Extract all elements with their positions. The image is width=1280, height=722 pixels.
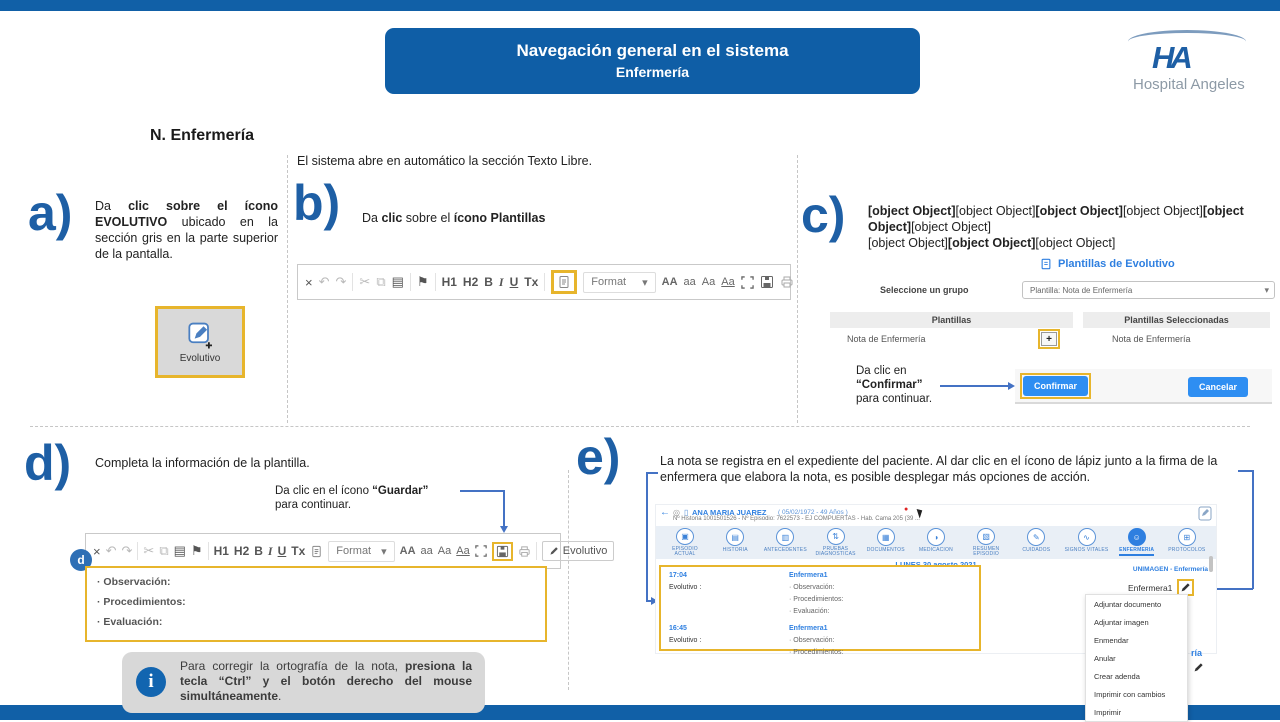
arrow-to-confirm: [940, 385, 1008, 387]
evolutivo-corner-icon[interactable]: [1198, 506, 1212, 522]
arrow-to-save: [503, 490, 505, 526]
pencil-icon[interactable]: [1180, 582, 1191, 593]
patient-name: ANA MARIA JUAREZ: [692, 508, 767, 517]
copy-icon[interactable]: ⧉: [159, 543, 169, 558]
add-template-highlight: [1038, 329, 1060, 349]
text-part: “Guardar”: [372, 485, 429, 497]
text-part: ícono Plantillas: [453, 211, 546, 225]
nav-label: SIGNOS VITALES: [1064, 547, 1109, 553]
note-author: Enfermera1: [789, 625, 828, 632]
text-part: [object Object]: [1035, 236, 1116, 250]
text-part: Da: [95, 199, 129, 213]
cut-icon[interactable]: ✂: [143, 543, 155, 558]
capitalize-button[interactable]: Aa: [437, 545, 452, 557]
unit-label: UNIMAGEN - Enfermería: [1132, 566, 1208, 573]
menu-item-adjuntar-documento[interactable]: Adjuntar documento: [1094, 599, 1162, 609]
nav-label: ANTECEDENTES: [763, 547, 807, 553]
step-e-label: e): [576, 429, 621, 485]
divider: [544, 273, 545, 291]
text-part: [object Object]: [1035, 204, 1123, 218]
underline-button[interactable]: U: [509, 275, 519, 289]
signer-name: Enfermera1: [1128, 582, 1173, 593]
partial-heading-text: ría: [1191, 648, 1203, 658]
nav-item-pruebas-diagnosticas[interactable]: [813, 528, 859, 557]
dialog-title-text: Plantillas de Evolutivo: [1058, 258, 1175, 270]
note-entry: [661, 623, 979, 659]
module-nav: [656, 526, 1216, 559]
italic-button[interactable]: I: [498, 274, 504, 289]
lowercase-button[interactable]: aa: [683, 276, 696, 288]
text-line: [275, 484, 465, 498]
lowercase-button[interactable]: aa: [420, 545, 433, 557]
h2-button[interactable]: H2: [233, 544, 250, 558]
page-heading: N. Enfermería: [150, 127, 255, 144]
top-blue-bar: [0, 0, 1280, 11]
divider: [536, 542, 537, 560]
divider: [797, 155, 798, 423]
alert-dot-icon: ●: [904, 506, 909, 513]
text-part: sobre el: [402, 211, 454, 225]
bold-button[interactable]: B: [484, 275, 493, 289]
slide-subtitle: Enfermería: [615, 64, 690, 80]
menu-item-enmendar[interactable]: Enmendar: [1094, 635, 1129, 645]
caret-down-icon: ▾: [642, 276, 648, 289]
note-type: Evolutivo :: [669, 584, 702, 591]
print-icon[interactable]: [780, 275, 794, 289]
nav-label: DOCUMENTOS: [866, 547, 905, 553]
history-icon: ▤: [726, 528, 744, 546]
text-part: para continuar.: [856, 393, 933, 405]
plantillas-highlight: [551, 270, 577, 294]
step-a-label: a): [28, 185, 73, 241]
italic-button[interactable]: I: [267, 543, 273, 558]
nav-label: RESUMEN EPISODIO: [972, 546, 1000, 557]
title-banner: [385, 28, 920, 94]
nav-label: ENFERMERIA: [1119, 548, 1154, 556]
note-line: · Evaluación:: [789, 608, 830, 615]
protocols-icon: ⊞: [1178, 528, 1196, 546]
evolutivo-label: Evolutivo: [179, 353, 221, 364]
clear-format-button[interactable]: Tx: [291, 544, 306, 558]
cut-icon[interactable]: ✂: [359, 274, 371, 289]
paste-icon[interactable]: ▤: [173, 543, 186, 558]
step-d-badge: d: [70, 549, 92, 571]
patient-detail: Nº Historia 1001501526 - Nº Episodio: 7622573 - EJ COMPUERTAS - Hab. Cama 205 (39 ...: [673, 516, 920, 522]
uppercase-button[interactable]: AA: [661, 276, 678, 288]
step-b-text: [362, 210, 545, 226]
patient-header: [656, 505, 1216, 525]
divider: [287, 155, 288, 423]
episode-icon: ▣: [676, 528, 694, 545]
menu-item-imprimir-con-cambios[interactable]: Imprimir con cambios: [1094, 689, 1166, 699]
text-part: presiona la tecla “Ctrl” y el botón derecho del mouse simultáneamente: [180, 659, 472, 703]
step-d-label: d): [24, 435, 72, 491]
patient-meta: ( 05/02/1972 - 49 Años ): [778, 509, 848, 516]
divider: [30, 426, 1250, 427]
text-line: [868, 203, 1268, 235]
nav-label: HISTORIA: [722, 547, 748, 553]
step-d-text: Completa la información de la plantilla.: [95, 456, 310, 470]
save-note: [275, 484, 465, 512]
evolutivo-button[interactable]: [155, 306, 245, 378]
slide-title: Navegación general en el sistema: [516, 41, 789, 60]
pencil-icon[interactable]: [1193, 662, 1204, 673]
save-icon[interactable]: [760, 275, 774, 289]
vitals-icon: ∿: [1078, 528, 1096, 546]
note-line: · Procedimientos:: [789, 596, 844, 603]
format-label: Format: [591, 276, 627, 288]
step-e-text: La nota se registra en el expediente del paciente. Al dar clic en el ícono de lápiz junto a la firma de la enfermera que elabora la nota, es posible desplegar más opciones de acción.: [660, 454, 1218, 484]
template-item-right: Nota de Enfermería: [1112, 334, 1191, 344]
connector: [1238, 470, 1253, 472]
confirm-note: [856, 364, 951, 406]
menu-item-crear-adenda[interactable]: Crear adenda: [1094, 671, 1140, 681]
editor-toolbar: [85, 533, 608, 569]
dialog-title: [1040, 258, 1175, 270]
close-icon[interactable]: ×: [305, 274, 313, 290]
case-toggle-button[interactable]: Aa: [456, 545, 470, 557]
patient-doc-icon: ▯: [684, 508, 689, 517]
text-part: Da clic en el ícono: [275, 485, 373, 497]
nurse-icon: ☺: [1128, 528, 1146, 546]
text-part: [object Object]: [868, 204, 1244, 234]
nav-item-resumen-episodio[interactable]: [963, 528, 1009, 557]
group-label: Seleccione un grupo: [880, 285, 969, 295]
note-line: · Observación:: [789, 637, 835, 644]
nav-item-protocolos[interactable]: [1164, 528, 1210, 557]
field-evaluacion: · Evaluación:: [97, 616, 163, 628]
undo-icon[interactable]: ↶: [318, 274, 330, 289]
divider: [568, 470, 569, 690]
nav-label: MEDICACION: [918, 547, 953, 553]
save-icon[interactable]: [496, 545, 509, 558]
info-icon: i: [136, 667, 166, 697]
format-dropdown[interactable]: [583, 272, 655, 293]
text-part: Da: [362, 211, 382, 225]
undo-icon[interactable]: ↶: [105, 543, 117, 558]
template-item-left: Nota de Enfermería: [847, 334, 926, 344]
add-template-button[interactable]: +: [1041, 332, 1057, 346]
connector: [1252, 470, 1254, 589]
nav-label: EPISODIO ACTUAL: [672, 546, 698, 557]
note-time: 16:45: [669, 625, 687, 632]
group-select[interactable]: [1022, 281, 1275, 299]
note-type: Evolutivo :: [669, 637, 702, 644]
text-part: “Confirmar”: [856, 379, 923, 391]
text-part: [object Object]: [868, 236, 948, 250]
medication-icon: ◑: [927, 528, 945, 546]
summary-icon: ▧: [977, 528, 995, 545]
logo-name: Hospital Angeles: [1133, 76, 1245, 93]
evolutivo-icon: [184, 320, 216, 352]
arrow-to-save: [460, 490, 505, 492]
divider: [435, 273, 436, 291]
step-b-intro: El sistema abre en automático la sección Texto Libre.: [297, 154, 593, 168]
divider: [352, 273, 353, 291]
template-textarea[interactable]: [85, 566, 547, 642]
capitalize-button[interactable]: Aa: [701, 276, 716, 288]
pencil-icon: [549, 546, 559, 556]
redo-icon[interactable]: ↷: [121, 543, 133, 558]
plantillas-icon[interactable]: [310, 545, 323, 558]
scrollbar-thumb[interactable]: [1209, 556, 1213, 572]
connector: [646, 472, 648, 601]
logo-monogram: HA: [1152, 40, 1189, 75]
h1-button[interactable]: H1: [213, 544, 229, 558]
group-select-value: Plantilla: Nota de Enfermería: [1030, 285, 1133, 295]
confirm-button[interactable]: Confirmar: [1023, 376, 1088, 396]
step-c-label: c): [801, 187, 846, 243]
back-icon[interactable]: ←: [660, 507, 670, 518]
nav-item-cuidados[interactable]: [1013, 528, 1059, 557]
paste-icon[interactable]: ▤: [391, 274, 404, 289]
records-icon: ▥: [776, 528, 794, 546]
divider: [137, 542, 138, 560]
note-author: Enfermera1: [789, 572, 828, 579]
text-part: ubicado en la sección gris en la parte superior de la pantalla.: [95, 215, 278, 261]
column-header-plantillas: Plantillas: [830, 312, 1073, 328]
menu-item-adjuntar-imagen[interactable]: Adjuntar imagen: [1094, 617, 1149, 627]
arrowhead: [500, 526, 508, 533]
text-part: [object Object]: [1122, 204, 1203, 218]
field-procedimientos: · Procedimientos:: [97, 596, 186, 608]
format-label: Format: [336, 545, 372, 557]
fullscreen-icon[interactable]: [475, 545, 487, 557]
text-part: [object Object]: [868, 204, 956, 218]
clear-format-button[interactable]: Tx: [524, 275, 539, 289]
step-c-text: [868, 203, 1268, 251]
plantillas-icon[interactable]: [557, 275, 571, 289]
text-part: para continuar.: [275, 499, 352, 511]
nav-item-antecedentes[interactable]: [762, 528, 808, 557]
underline-button[interactable]: U: [277, 544, 287, 558]
marker-icon[interactable]: ⚑: [416, 274, 429, 289]
divider: [208, 542, 209, 560]
note-time: 17:04: [669, 572, 687, 579]
nav-item-episodio-actual[interactable]: [662, 528, 708, 557]
evolutivo-toolbar-label: Evolutivo: [562, 545, 608, 557]
care-icon: ✎: [1027, 528, 1045, 546]
redo-icon[interactable]: ↷: [335, 274, 347, 289]
uppercase-button[interactable]: AA: [399, 545, 416, 557]
menu-item-anular[interactable]: Anular: [1094, 653, 1116, 663]
text-part: .: [278, 689, 282, 703]
nav-item-enfermeria[interactable]: [1114, 528, 1160, 557]
nav-item-signos-vitales[interactable]: [1064, 528, 1110, 557]
divider: [410, 273, 411, 291]
h2-button[interactable]: H2: [462, 275, 479, 289]
info-text: [180, 659, 472, 704]
note-actions-menu: [1085, 594, 1188, 722]
info-callout: [122, 652, 485, 713]
step-b-label: b): [293, 175, 341, 231]
marker-icon[interactable]: ⚑: [190, 543, 203, 558]
editor-toolbar: [297, 264, 791, 300]
bold-button[interactable]: B: [254, 544, 263, 558]
save-highlight: [492, 542, 513, 561]
text-part: Da clic en: [856, 365, 907, 377]
notes-panel: [659, 565, 981, 656]
document-icon: [1040, 258, 1052, 270]
location-pin-icon: ◎: [673, 508, 680, 517]
copy-icon[interactable]: ⧉: [376, 274, 386, 289]
nav-item-medicacion[interactable]: [913, 528, 959, 557]
arrowhead: [1008, 382, 1015, 390]
evolutivo-toolbar-button[interactable]: [542, 541, 615, 561]
text-part: [object Object]: [911, 220, 991, 234]
nav-item-documentos[interactable]: [863, 528, 909, 557]
nav-label: PROTOCOLOS: [1168, 547, 1206, 553]
print-icon[interactable]: [518, 545, 531, 558]
chevron-down-icon: ▾: [1264, 284, 1269, 295]
text-part: clic: [381, 211, 403, 225]
fullscreen-icon[interactable]: [741, 276, 754, 289]
step-a-text: [95, 198, 278, 262]
documents-icon: ▦: [877, 528, 895, 546]
nav-label: CUIDADOS: [1022, 547, 1051, 553]
confirm-highlight: [1020, 373, 1091, 399]
caret-down-icon: ▾: [381, 545, 387, 558]
text-part: [object Object]: [955, 204, 1036, 218]
note-line: · Procedimientos:: [789, 649, 844, 656]
nav-item-historia[interactable]: [712, 528, 758, 557]
text-part: clic sobre el ícono EVOLUTIVO: [95, 199, 278, 229]
nav-label: PRUEBAS DIAGNOSTICAS: [815, 546, 856, 557]
case-toggle-button[interactable]: Aa: [721, 276, 735, 288]
field-observacion: · Observación:: [97, 576, 171, 588]
text-part: Para corregir la ortografía de la nota,: [180, 659, 405, 673]
note-entry: [661, 570, 979, 618]
close-icon[interactable]: ×: [93, 543, 101, 559]
column-header-seleccionadas: Plantillas Seleccionadas: [1083, 312, 1270, 328]
format-dropdown[interactable]: [328, 541, 394, 562]
text-part: [object Object]: [947, 236, 1036, 250]
tests-icon: ⇅: [827, 528, 845, 545]
connector: [646, 472, 658, 474]
cancel-button[interactable]: Cancelar: [1188, 377, 1248, 397]
menu-item-imprimir[interactable]: Imprimir: [1094, 707, 1122, 717]
text-line: [868, 235, 1268, 251]
note-line: · Observación:: [789, 584, 835, 591]
h1-button[interactable]: H1: [441, 275, 457, 289]
